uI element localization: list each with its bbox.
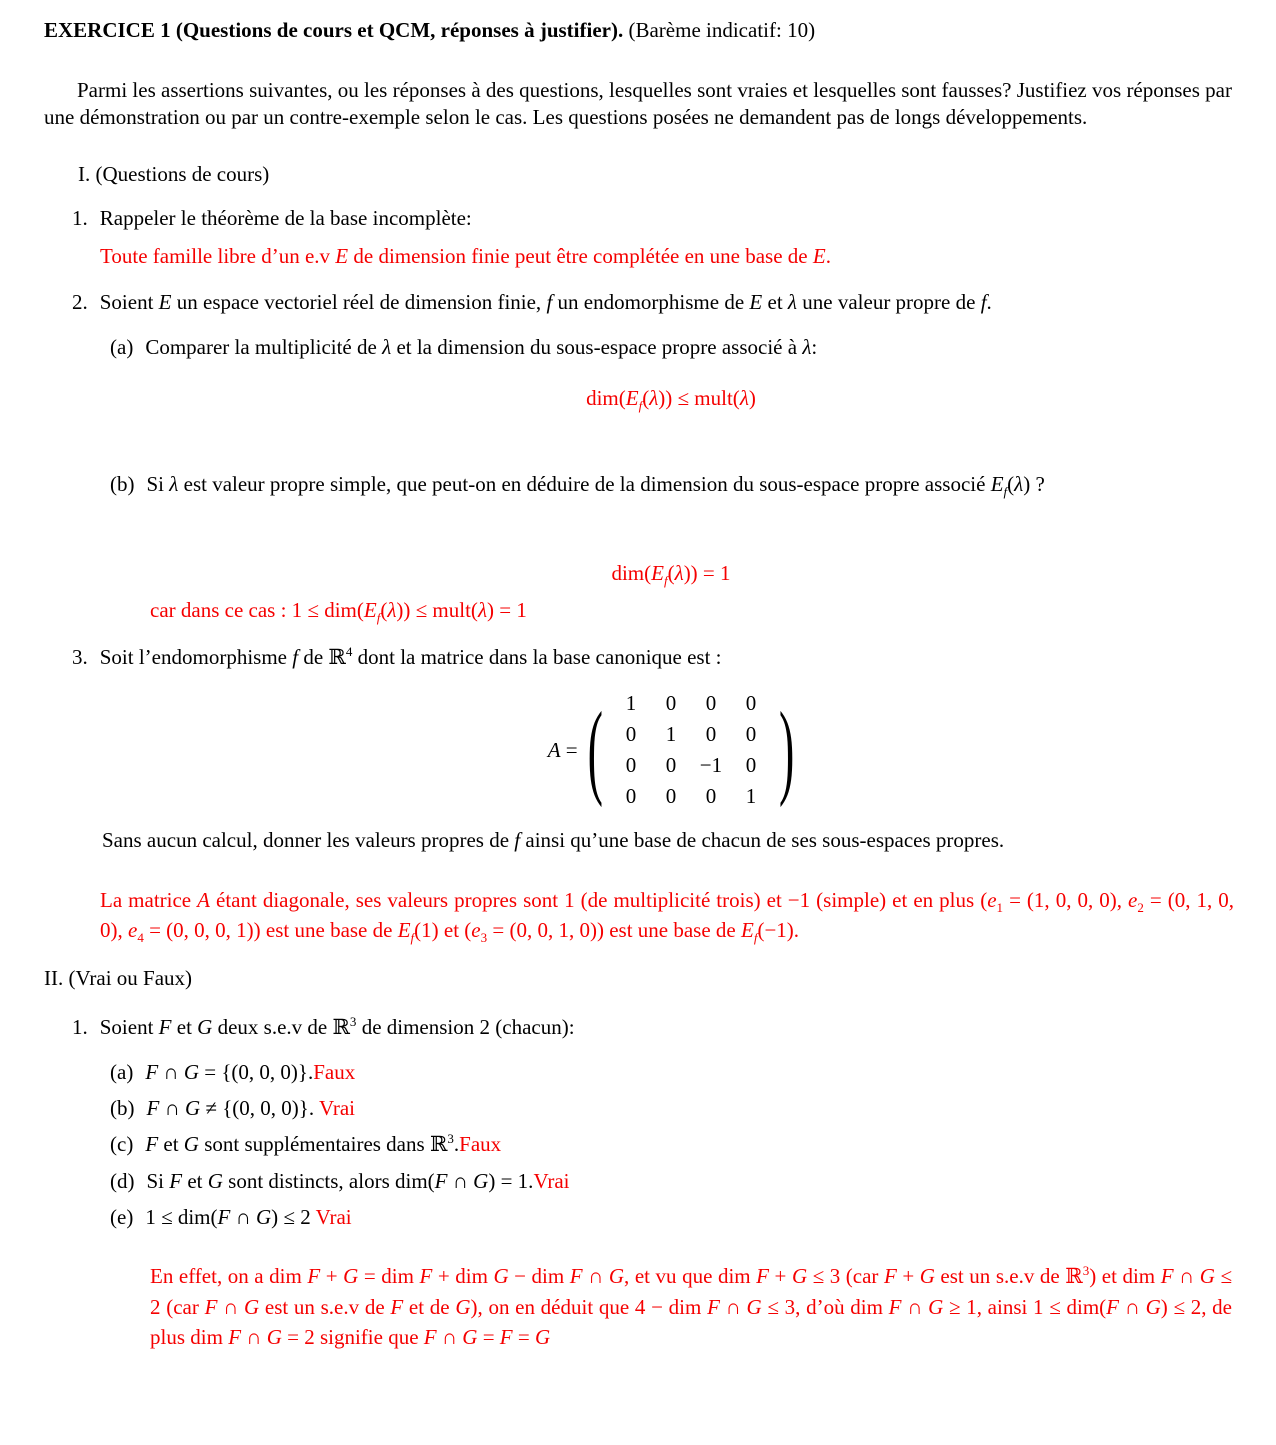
tf-question-1 [72,1014,1232,1040]
matrix-right-paren: ) [778,690,795,808]
section-heading-questions-de-cours: I. (Questions de cours) [78,161,270,186]
answer-2b-equation: $dim(E_f(\lambda)) = 1$ [611,560,731,588]
tf-item-d-label: (d) [110,1168,135,1193]
matrix-cell: 0 [625,784,637,809]
tf-item-e-statement: 1 ≤ dim(F ∩ G) ≤ 2 [145,1204,316,1229]
tf-justification: En effet, on a dim F + G = dim F + dim G − dim F ∩ G, et vu que dim F + G ≤ 3 (car F + G est un s.e.v de ℝ$^3$) et dim F ∩ G ≤ 2 (car F ∩ G est un s.e.v de F et de G), on en déduit que 4 − dim F ∩ G ≤ 3, d’où dim F ∩ G ≥ 1, ainsi 1 ≤ dim(F ∩ G) ≤ 2, de plus dim F ∩ G = 2 signifie que F ∩ G = F = G [150,1263,1233,1349]
answer-3: La matrice A étant diagonale, ses valeurs propres sont 1 (de multiplicité trois) et −1 (simple) et en plus ($e_1 = (1$, 0, 0, 0), $e_2 = (0$, 1, 0, 0), $e_4 = (0$, 0, 0, 1)) est une base de $E_f(1)$ et ($e_3 = (0$, 0, 1, 0)) est une base de $E_f(-1)$. [100,887,1235,946]
tf-item-e-label: (e) [110,1204,134,1229]
question-2b [110,471,1232,500]
tf-item-c [110,1131,1232,1157]
tf-item-a-verdict: Faux [313,1059,356,1084]
question-2b-label: (b) [110,472,135,497]
question-3 [72,644,1232,670]
tf-item-a [110,1059,1232,1085]
answer-2a-equation: $dim(E_f(\lambda))$ ≤ mult(λ) [586,386,756,414]
tf-item-a-label: (a) [110,1059,134,1084]
matrix-cell: 0 [625,753,637,778]
question-2a [110,334,1232,360]
answer-1: Toute famille libre d’un e.v E de dimension finie peut être complétée en une base de E. [100,244,831,269]
question-2a-label: (a) [110,334,134,359]
matrix-cell: 0 [665,753,677,778]
matrix-row [611,781,771,812]
tf-item-d-statement: Si F et G sont distincts, alors dim(F ∩ G) = 1. [146,1168,534,1193]
matrix-cell: 0 [745,753,757,778]
question-3-number: 3. [72,645,88,669]
tf-item-c-verdict: Faux [459,1132,502,1157]
question-2 [72,289,1232,315]
tf-item-b-verdict: Vrai [318,1096,356,1121]
answer-2b-note: car dans ce cas : $1 \le dim(E_f(\lambda))$ ≤ mult(λ) = 1 [150,597,527,625]
matrix-row [611,688,771,719]
section-heading-vrai-ou-faux: II. (Vrai ou Faux) [44,966,193,991]
matrix-cell: 0 [745,722,757,747]
question-2-text: Soient E un espace vectoriel réel de dimension finie, f un endomorphisme de E et λ une valeur propre de f. [99,289,992,314]
tf-item-a-statement: F ∩ G = {(0, 0, 0)}. [145,1059,314,1084]
question-1-text: Rappeler le théorème de la base incomplète: [99,206,472,230]
tf-item-d-verdict: Vrai [533,1168,570,1193]
matrix-cell: 0 [745,691,757,716]
matrix-equation [110,680,1232,820]
tf-item-c-statement: F et G sont supplémentaires dans ℝ$^3$. [145,1131,460,1157]
tf-question-1-text: Soient F et G deux s.e.v de ℝ$^3$ de dimension 2 (chacun): [99,1013,575,1039]
matrix-cell: 0 [705,722,717,747]
matrix-cell: −1 [699,753,723,778]
matrix-lhs: A = [547,738,578,763]
tf-item-b-statement: F ∩ G ≠ {(0, 0, 0)}. [146,1096,319,1121]
matrix-cell: 1 [625,691,637,716]
tf-item-e-verdict: Vrai [315,1204,352,1229]
intro-paragraph: Parmi les assertions suivantes, ou les réponses à des questions, lesquelles sont vraies et lesquelles sont fausses? Justifiez vos réponses par une démonstration ou par un contre-exemple selon le cas. Les questions posées ne demandent pas de longs développements. [44,78,1232,129]
tf-item-b-label: (b) [110,1096,135,1121]
document-title [44,17,1232,43]
question-3-text: Soit l’endomorphisme f de ℝ$^4$ dont la matrice dans la base canonique est : [99,644,722,669]
matrix-row [611,750,771,781]
matrix-cell: 0 [665,784,677,809]
question-2b-text: Si λ est valeur propre simple, que peut-on en déduire de la dimension du sous-espace propre associé $E_f(\lambda)$ ? [146,472,1045,500]
tf-question-1-number: 1. [72,1014,88,1039]
matrix-cell: 0 [705,691,717,716]
matrix-cell: 0 [625,722,637,747]
document-title-meta: (Barème indicatif: 10) [623,18,816,42]
matrix-cell: 0 [665,691,677,716]
matrix-left-paren: ( [587,690,603,808]
question-3-followup: Sans aucun calcul, donner les valeurs propres de f ainsi qu’une base de chacun de ses sous-espaces propres. [102,828,1005,853]
matrix-cell: 0 [705,784,717,809]
question-2a-text: Comparer la multiplicité de λ et la dimension du sous-espace propre associé à λ: [145,334,818,359]
document-title-bold: EXERCICE 1 (Questions de cours et QCM, réponses à justifier). [44,18,624,42]
tf-item-b [110,1095,1232,1121]
matrix-a [611,688,771,812]
question-2-number: 2. [72,289,88,314]
matrix-row [611,719,771,750]
matrix-cell: 1 [745,784,757,809]
question-1-number: 1. [72,206,88,230]
tf-item-d [110,1168,1232,1194]
tf-item-e [110,1204,1232,1230]
question-1 [72,205,1232,231]
tf-item-c-label: (c) [110,1132,134,1157]
matrix-cell: 1 [665,722,677,747]
